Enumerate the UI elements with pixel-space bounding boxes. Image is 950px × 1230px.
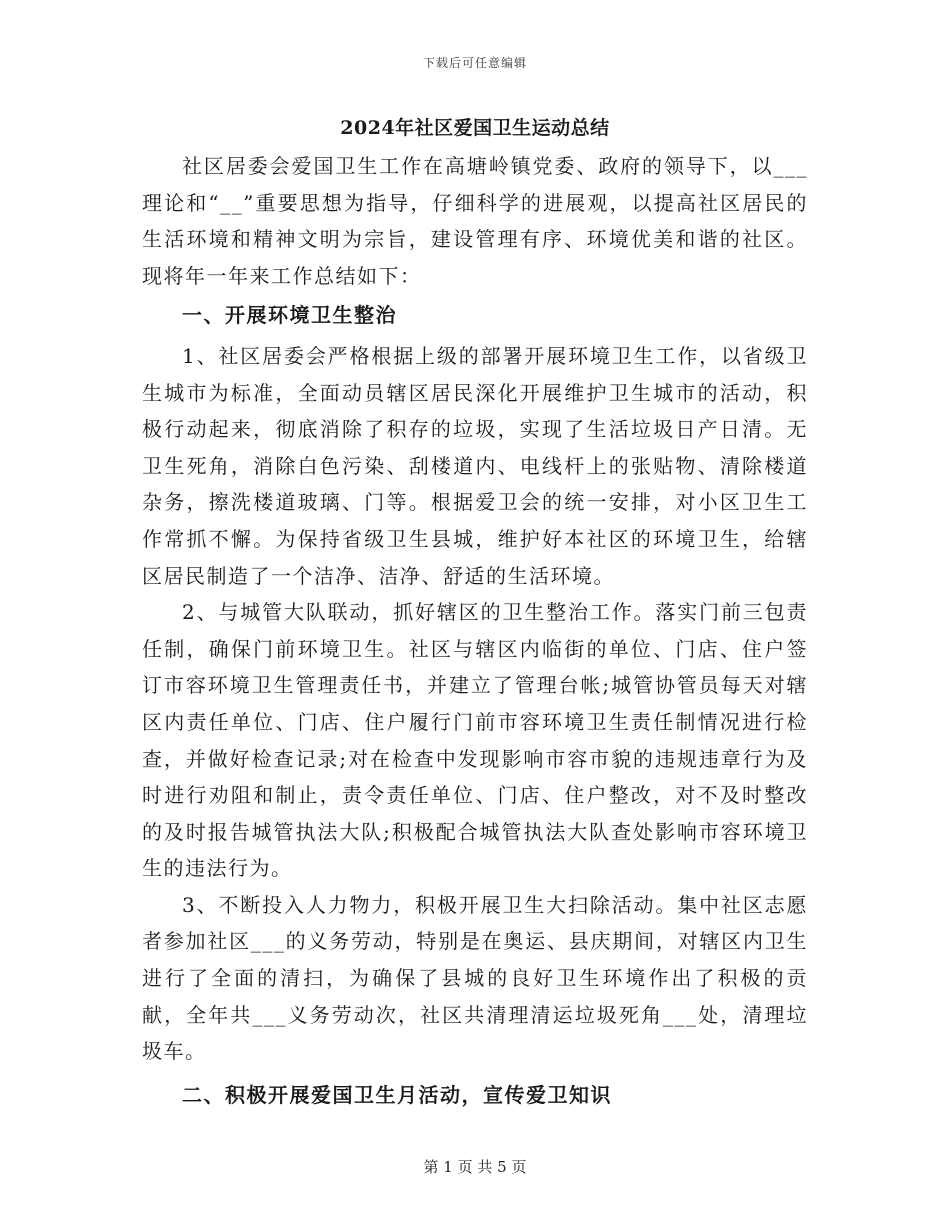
document-title: 2024年社区爱国卫生运动总结 xyxy=(340,117,610,139)
section-1-heading: 一、开展环境卫生整治 xyxy=(182,303,397,328)
section-1-paragraph-3: 3、不断投入人力物力，积极开展卫生大扫除活动。集中社区志愿者参加社区___的义务劳动，特别是在奥运、县庆期间，对辖区内卫生进行了全面的清扫，为确保了县城的良好卫生环境作出了积极的贡献，全年共___义务劳动次，社区共清理清运垃圾死角___处，清理垃圾车。 xyxy=(142,892,808,1064)
intro-paragraph: 社区居委会爱国卫生工作在高塘岭镇党委、政府的领导下，以___理论和“__”重要思想为指导，仔细科学的进展观，以提高社区居民的生活环境和精神文明为宗旨，建设管理有序、环境优美和谐的社区。现将年一年来工作总结如下： xyxy=(142,154,808,288)
page-number-footer: 第 1 页 共 5 页 xyxy=(423,1158,527,1176)
section-1-paragraph-1: 1、社区居委会严格根据上级的部署开展环境卫生工作，以省级卫生城市为标准，全面动员辖区居民深化开展维护卫生城市的活动，积极行动起来，彻底消除了积存的垃圾，实现了生活垃圾日产日清。无卫生死角，消除白色污染、刮楼道内、电线杆上的张贴物、清除楼道杂务，擦洗楼道玻璃、门等。根据爱卫会的统一安排，对小区卫生工作常抓不懈。为保持省级卫生县城，维护好本社区的环境卫生，给辖区居民制造了一个洁净、洁净、舒适的生活环境。 xyxy=(142,343,808,588)
section-2-heading: 二、积极开展爱国卫生月活动，宣传爱卫知识 xyxy=(182,1082,612,1107)
section-1-paragraph-2: 2、与城管大队联动，抓好辖区的卫生整治工作。落实门前三包责任制，确保门前环境卫生。社区与辖区内临街的单位、门店、住户签订市容环境卫生管理责任书，并建立了管理台帐;城管协管员每天对辖区内责任单位、门店、住户履行门前市容环境卫生责任制情况进行检查，并做好检查记录;对在检查中发现影响市容市貌的违规违章行为及时进行劝阻和制止，责令责任单位、门店、住户整改，对不及时整改的及时报告城管执法大队;积极配合城管执法大队查处影响市容环境卫生的违法行为。 xyxy=(142,600,808,881)
header-note: 下载后可任意编辑 xyxy=(422,56,527,70)
document-body xyxy=(142,108,808,1117)
